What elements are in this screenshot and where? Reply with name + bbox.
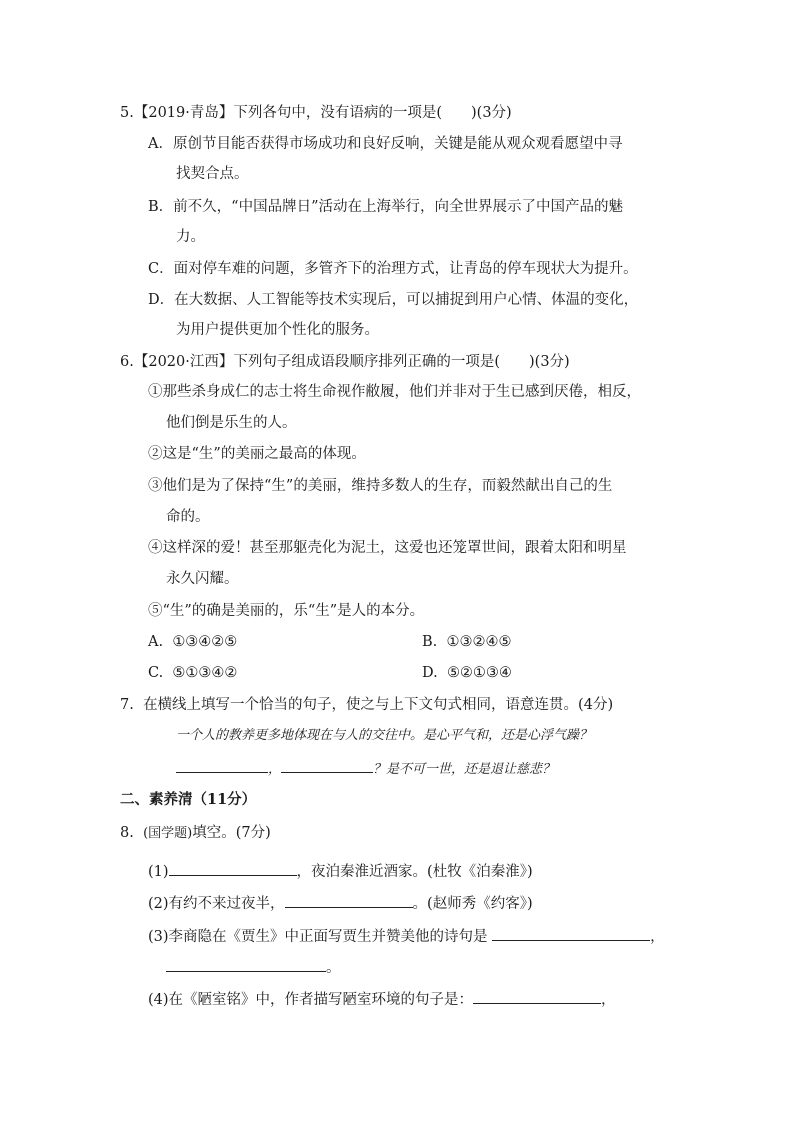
q6-sentence-4: ④这样深的爱！甚至那躯壳化为泥土，这爱也还笼罩世间，跟着太阳和明星 — [148, 540, 627, 556]
q5-number: 5. — [120, 105, 134, 121]
q7-blank-2[interactable] — [281, 758, 373, 773]
q6-sentence-5: ⑤“生”的确是美丽的，乐“生”是人的本分。 — [148, 603, 425, 619]
q6-sentence-3-cont: 命的。 — [166, 509, 210, 525]
q6-option-d — [422, 663, 512, 683]
q8-item-4 — [148, 989, 616, 1010]
q6-sentence-2: ②这是“生”的美丽之最高的体现。 — [148, 446, 366, 462]
q6-option-a — [148, 632, 237, 652]
q6-option-a-label: A. — [148, 634, 164, 650]
q6-option-c-text: ⑤①③④② — [172, 665, 238, 681]
q8-item-3-cont — [166, 957, 341, 978]
q8-tag: (国学题) — [143, 826, 193, 841]
q5-option-d-label: D． — [148, 292, 175, 308]
q5-stem: 下列各句中，没有语病的一项是( )(3分) — [233, 105, 512, 121]
q8-item-1-pre: (1) — [148, 864, 169, 880]
q8-item-4-pre: (4)在《陋室铭》中，作者描写陋室环境的句子是： — [148, 992, 474, 1008]
q7-fill-line — [176, 758, 555, 780]
q6-source: 【2020·江西】 — [133, 354, 234, 370]
q6-sentence-3: ③他们是为了保持“生”的美丽，维持多数人的生存，而毅然献出自己的生 — [148, 478, 613, 494]
q6-option-d-text: ⑤②①③④ — [446, 665, 512, 681]
q7-stem: 在横线上填写一个恰当的句子，使之与上下文句式相同，语意连贯。(4分) — [143, 697, 614, 713]
q5-option-b — [148, 197, 623, 217]
q7-number: 7. — [120, 697, 134, 713]
q8-number: 8. — [120, 825, 134, 841]
q5-option-d — [148, 290, 638, 310]
q8-item-3-blank-2[interactable] — [166, 957, 326, 972]
q6-option-b — [422, 632, 511, 652]
q7-blank-1[interactable] — [176, 758, 268, 773]
q6-stem: 下列句子组成语段顺序排列正确的一项是( )(3分) — [233, 354, 570, 370]
q5-option-c-text: 面对停车难的问题，多管齐下的治理方式，让青岛的停车现状大为提升。 — [173, 261, 638, 277]
q6-option-a-text: ①③④②⑤ — [172, 634, 238, 650]
q5-option-a — [148, 134, 622, 154]
q7-stem-line — [120, 695, 613, 715]
q5-option-d-cont: 为用户提供更加个性化的服务。 — [176, 322, 379, 338]
q8-item-2-post: 。(赵师秀《约客》) — [412, 896, 533, 912]
q8-item-2-blank[interactable] — [285, 893, 413, 908]
q6-option-c-label: C. — [148, 665, 164, 681]
q5-option-b-label: B． — [148, 199, 174, 215]
q5-option-c-label: C． — [148, 261, 174, 277]
q8-item-3-blank-1[interactable] — [492, 926, 650, 941]
q5-stem-line — [120, 103, 512, 123]
q8-stem: 填空。(7分) — [192, 825, 271, 841]
q5-option-c — [148, 259, 638, 279]
q5-option-b-cont: 力。 — [176, 229, 205, 245]
q6-stem-line — [120, 352, 570, 372]
q6-option-b-label: B. — [422, 634, 438, 650]
q5-option-a-text: 原创节目能否获得市场成功和良好反响，关键是能从观众观看愿望中寻 — [172, 136, 623, 152]
q6-number: 6. — [120, 354, 134, 370]
q6-option-c — [148, 663, 237, 683]
q8-item-3-pre: (3)李商隐在《贾生》中正面写贾生并赞美他的诗句是 — [148, 929, 488, 945]
q8-item-4-blank[interactable] — [473, 989, 601, 1004]
q7-context-line: 一个人的教养更多地体现在与人的交往中。是心平气和，还是心浮气躁？ — [176, 728, 593, 743]
q6-sentence-4-cont: 永久闪耀。 — [166, 571, 239, 587]
q8-stem-line — [120, 823, 271, 844]
q8-item-3-end: 。 — [326, 960, 341, 976]
q5-option-d-text: 在大数据、人工智能等技术实现后，可以捕捉到用户心情、体温的变化， — [174, 292, 639, 308]
q5-option-b-text: 前不久，“中国品牌日”活动在上海举行，向全世界展示了中国产品的魅 — [173, 199, 623, 215]
section-2-title: 二、素养清（11分） — [120, 791, 257, 808]
q7-context-tail: ？是不可一世，还是退让慈悲？ — [373, 762, 556, 777]
q8-item-4-post: ， — [601, 992, 616, 1008]
q8-item-2 — [148, 893, 533, 914]
q7-separator: ， — [268, 762, 282, 777]
q5-source: 【2019·青岛】 — [133, 105, 234, 121]
q6-option-b-text: ①③②④⑤ — [446, 634, 512, 650]
q5-option-a-cont: 找契合点。 — [176, 166, 249, 182]
q8-item-1 — [148, 861, 533, 882]
q8-item-3-post: ， — [650, 929, 665, 945]
q6-sentence-1-cont: 他们倒是乐生的人。 — [166, 415, 297, 431]
q8-item-1-post: ，夜泊秦淮近酒家。(杜牧《泊秦淮》) — [296, 864, 533, 880]
q5-option-a-label: A． — [148, 136, 173, 152]
q8-item-1-blank[interactable] — [169, 861, 297, 876]
q8-item-2-pre: (2)有约不来过夜半， — [148, 896, 285, 912]
q6-sentence-1: ①那些杀身成仁的志士将生命视作敝履，他们并非对于生已感到厌倦，相反， — [148, 384, 641, 400]
q8-item-3 — [148, 926, 665, 947]
q6-option-d-label: D. — [422, 665, 438, 681]
